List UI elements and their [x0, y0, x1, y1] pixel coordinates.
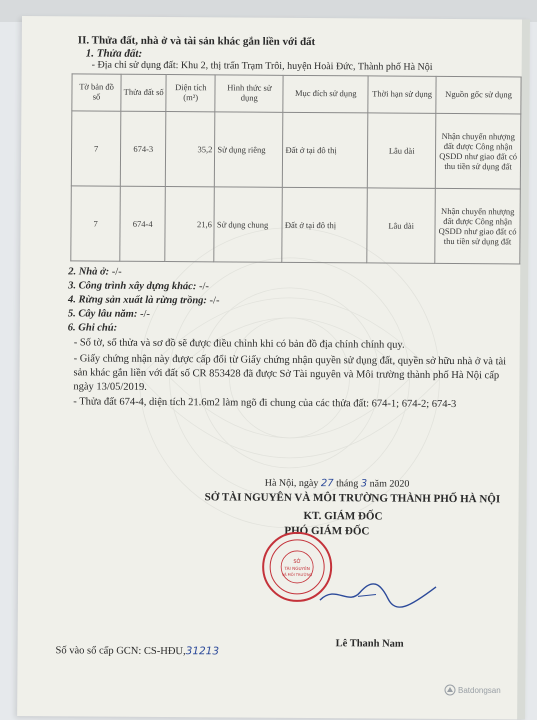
svg-text:VÀ MÔI TRƯỜNG: VÀ MÔI TRƯỜNG [281, 572, 313, 578]
column-header-usage-form: Hình thức sử dụng [215, 75, 283, 112]
column-header-map-sheet: Tờ bản đồ số [72, 74, 121, 111]
cell-purpose: Đất ở tại đô thị [283, 112, 368, 188]
batdongsan-logo-icon [444, 684, 456, 696]
house-note [68, 266, 122, 277]
year-label: năm 2020 [369, 478, 410, 490]
remarks-text [67, 336, 508, 412]
date-month: 3 [360, 478, 368, 490]
certificate-page [17, 16, 530, 720]
forest-value: -/- [209, 295, 220, 307]
column-header-plot-number: Thửa đất số [121, 74, 166, 111]
registration-number [56, 644, 220, 657]
date-prefix: Hà Nội, ngày [264, 477, 319, 490]
column-header-origin: Nguồn gốc sử dụng [436, 76, 521, 114]
remark-item: - Thửa đất 674-4, diện tích 21.6m2 làm ngõ đi chung của các thửa đất: 674-1; 674-2; 674-3 [73, 396, 457, 411]
registration-label: Số vào sổ cấp GCN: CS-HĐU, [55, 645, 186, 658]
svg-text:SỞ: SỞ [293, 558, 302, 565]
cell-usage-form: Sử dụng chung [214, 187, 283, 262]
remarks-label: 6. Ghi chú: [67, 322, 118, 334]
perennial-value: -/- [139, 308, 150, 320]
cell-usage-form: Sử dụng riêng [215, 112, 284, 187]
remark-item: - Giấy chứng nhận này được cấp đổi từ Giấy chứng nhận quyền sử dụng đất, quyền sở hữu nhà ở và tài sản khác gắn liền với đất số CR 853428 đã được Sở Tài nguyên và Môi trường thành phố Hà Nội cấp ngày 13/05/2019. [73, 353, 507, 393]
issuing-agency: SỞ TÀI NGUYÊN VÀ MÔI TRƯỜNG THÀNH PHỐ HÀ NỘI [204, 491, 501, 506]
land-plot-subtitle: 1. Thửa đất: [85, 47, 143, 60]
cell-purpose: Đất ở tại đô thị [282, 187, 367, 263]
cell-term: Lâu dài [367, 188, 436, 263]
signer-name: Lê Thanh Nam [335, 638, 404, 650]
address-label: - Địa chỉ sử dụng đất: [91, 59, 179, 72]
column-header-term: Thời hạn sử dụng [368, 76, 436, 113]
month-label: tháng [336, 478, 359, 490]
construction-label: 3. Công trình xây dựng khác: [68, 280, 197, 293]
perennial-label: 5. Cây lâu năm: [67, 308, 138, 320]
remarks-heading [68, 322, 117, 333]
signer-position: PHÓ GIÁM ĐỐC [284, 524, 370, 538]
cell-plot-number: 674-3 [121, 111, 167, 186]
forest-note [68, 294, 220, 306]
remark-item: - Số tờ, số thửa và sơ đồ sẽ được điều chỉnh khi có bản đồ địa chính chính quy. [73, 337, 405, 351]
cell-origin: Nhận chuyển nhượng đất được Công nhận QSDD như giao đất có thu tiền sử dụng đất [435, 113, 520, 189]
column-header-purpose: Mục đích sử dụng [283, 75, 368, 113]
signing-date [265, 478, 410, 490]
on-behalf-line: KT. GIÁM ĐỐC [303, 509, 383, 523]
cell-map-sheet: 7 [71, 111, 121, 186]
date-day: 27 [320, 478, 334, 490]
cell-area: 21,6 [165, 187, 215, 262]
cell-origin: Nhận chuyển nhượng đất được Công nhận QSDD như giao đất có thu tiền sử dụng đất [435, 188, 520, 264]
registration-handwritten-number: 31213 [185, 645, 220, 658]
forest-label: 4. Rừng sản xuất là rừng trồng: [67, 294, 207, 307]
column-header-area: Diện tích (m²) [166, 75, 215, 112]
address-value: Khu 2, thị trấn Trạm Trôi, huyện Hoài Đức, Thành phố Hà Nội [180, 60, 433, 73]
svg-text:TÀI NGUYÊN: TÀI NGUYÊN [284, 565, 310, 572]
cell-plot-number: 674-4 [120, 186, 166, 261]
construction-note [68, 280, 209, 292]
cell-area: 35,2 [166, 112, 216, 187]
cell-term: Lâu dài [367, 113, 436, 188]
perennial-note [68, 308, 150, 320]
house-value: -/- [111, 266, 122, 278]
table-row [71, 111, 521, 189]
land-plot-table [70, 73, 521, 264]
section-title: II. Thửa đất, nhà ở và tài sản khác gắn liền với đất [77, 34, 316, 49]
table-header-row [72, 74, 521, 114]
watermark-text: Batdongsan [458, 686, 501, 695]
cell-map-sheet: 7 [71, 186, 121, 261]
table-row [71, 186, 521, 264]
land-address [92, 59, 433, 72]
handwritten-signature [318, 576, 438, 613]
construction-value: -/- [198, 281, 209, 293]
house-label: 2. Nhà ở: [68, 266, 110, 278]
